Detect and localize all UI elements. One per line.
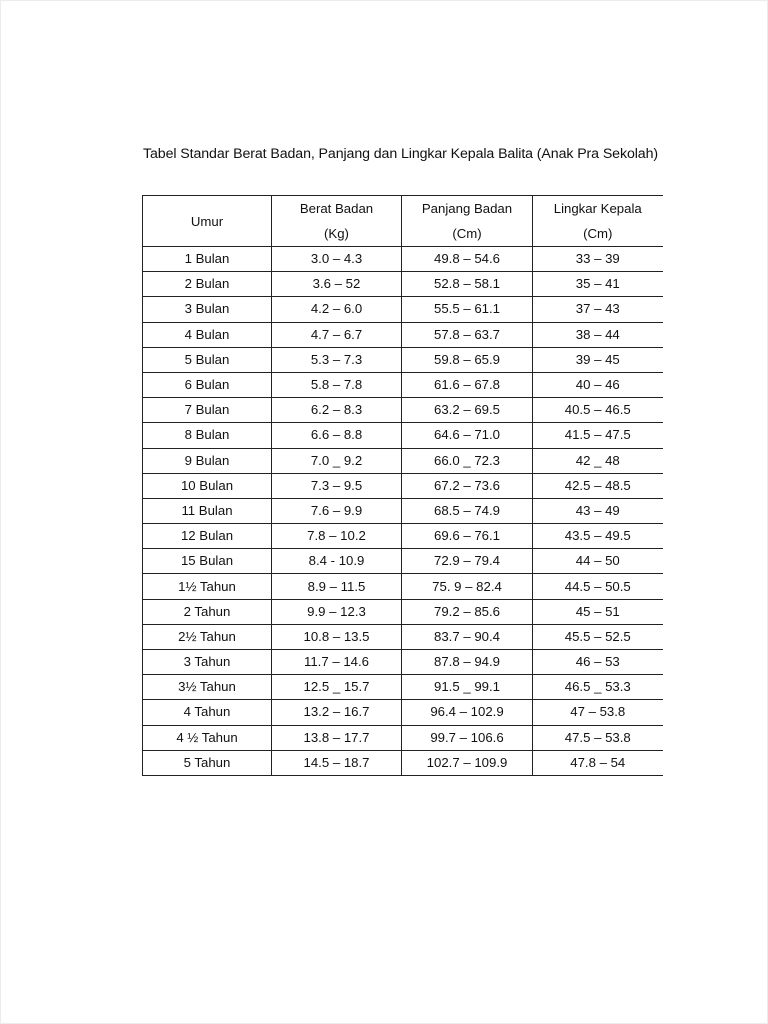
table-row — [143, 423, 663, 448]
cell-umur: 2½ Tahun — [143, 624, 272, 649]
cell-umur: 9 Bulan — [143, 448, 272, 473]
cell-umur: 5 Tahun — [143, 750, 272, 775]
table-row — [143, 322, 663, 347]
table-header — [143, 196, 663, 247]
cell-berat-badan: 14.5 – 18.7 — [272, 750, 402, 775]
header-panjang-badan — [402, 196, 533, 247]
cell-panjang-badan: 64.6 – 71.0 — [402, 423, 533, 448]
cell-panjang-badan: 72.9 – 79.4 — [402, 549, 533, 574]
cell-berat-badan: 7.3 – 9.5 — [272, 473, 402, 498]
table-row — [143, 398, 663, 423]
table-body — [143, 247, 663, 776]
header-lingkar-kepala-label: Lingkar Kepala — [553, 201, 642, 216]
cell-umur: 1 Bulan — [143, 247, 272, 272]
header-panjang-badan-label: Panjang Badan — [421, 201, 513, 216]
cell-umur: 6 Bulan — [143, 372, 272, 397]
table-row — [143, 297, 663, 322]
cell-berat-badan: 3.6 – 52 — [272, 272, 402, 297]
cell-lingkar-kepala: 39 – 45 — [533, 347, 663, 372]
table-row — [143, 574, 663, 599]
table-row — [143, 524, 663, 549]
cell-lingkar-kepala: 38 – 44 — [533, 322, 663, 347]
header-berat-badan-unit: (Kg) — [324, 226, 349, 241]
header-panjang-badan-unit: (Cm) — [452, 226, 482, 241]
header-berat-badan-label: Berat Badan — [299, 201, 374, 216]
cell-umur: 1½ Tahun — [143, 574, 272, 599]
cell-umur: 4 Bulan — [143, 322, 272, 347]
cell-lingkar-kepala: 44 – 50 — [533, 549, 663, 574]
cell-berat-badan: 5.8 – 7.8 — [272, 372, 402, 397]
cell-panjang-badan: 66.0 _ 72.3 — [402, 448, 533, 473]
cell-lingkar-kepala: 43 – 49 — [533, 498, 663, 523]
cell-lingkar-kepala: 44.5 – 50.5 — [533, 574, 663, 599]
cell-umur: 3½ Tahun — [143, 675, 272, 700]
table-row — [143, 650, 663, 675]
cell-panjang-badan: 55.5 – 61.1 — [402, 297, 533, 322]
cell-lingkar-kepala: 45 – 51 — [533, 599, 663, 624]
cell-lingkar-kepala: 45.5 – 52.5 — [533, 624, 663, 649]
cell-umur: 10 Bulan — [143, 473, 272, 498]
table-row — [143, 448, 663, 473]
table-row — [143, 549, 663, 574]
cell-panjang-badan: 75. 9 – 82.4 — [402, 574, 533, 599]
cell-panjang-badan: 57.8 – 63.7 — [402, 322, 533, 347]
table-row — [143, 473, 663, 498]
document-title: Tabel Standar Berat Badan, Panjang dan Lingkar Kepala Balita (Anak Pra Sekolah) — [143, 146, 659, 162]
cell-panjang-badan: 49.8 – 54.6 — [402, 247, 533, 272]
cell-umur: 2 Tahun — [143, 599, 272, 624]
cell-berat-badan: 10.8 – 13.5 — [272, 624, 402, 649]
cell-lingkar-kepala: 47 – 53.8 — [533, 700, 663, 725]
cell-lingkar-kepala: 46 – 53 — [533, 650, 663, 675]
cell-berat-badan: 8.4 - 10.9 — [272, 549, 402, 574]
cell-berat-badan: 4.2 – 6.0 — [272, 297, 402, 322]
cell-panjang-badan: 63.2 – 69.5 — [402, 398, 533, 423]
table-row — [143, 750, 663, 775]
cell-panjang-badan: 96.4 – 102.9 — [402, 700, 533, 725]
cell-umur: 7 Bulan — [143, 398, 272, 423]
cell-panjang-badan: 52.8 – 58.1 — [402, 272, 533, 297]
table-row — [143, 347, 663, 372]
cell-umur: 3 Tahun — [143, 650, 272, 675]
cell-lingkar-kepala: 42 _ 48 — [533, 448, 663, 473]
cell-berat-badan: 11.7 – 14.6 — [272, 650, 402, 675]
cell-lingkar-kepala: 33 – 39 — [533, 247, 663, 272]
cell-panjang-badan: 59.8 – 65.9 — [402, 347, 533, 372]
cell-lingkar-kepala: 35 – 41 — [533, 272, 663, 297]
growth-standard-table — [142, 195, 663, 776]
cell-panjang-badan: 79.2 – 85.6 — [402, 599, 533, 624]
table-row — [143, 247, 663, 272]
cell-panjang-badan: 68.5 – 74.9 — [402, 498, 533, 523]
table-row — [143, 624, 663, 649]
cell-umur: 4 ½ Tahun — [143, 725, 272, 750]
table-row — [143, 272, 663, 297]
cell-berat-badan: 6.2 – 8.3 — [272, 398, 402, 423]
header-lingkar-kepala — [533, 196, 663, 247]
cell-lingkar-kepala: 40.5 – 46.5 — [533, 398, 663, 423]
cell-berat-badan: 12.5 _ 15.7 — [272, 675, 402, 700]
table-row — [143, 498, 663, 523]
cell-lingkar-kepala: 43.5 – 49.5 — [533, 524, 663, 549]
cell-umur: 3 Bulan — [143, 297, 272, 322]
cell-panjang-badan: 61.6 – 67.8 — [402, 372, 533, 397]
table-row — [143, 675, 663, 700]
cell-panjang-badan: 102.7 – 109.9 — [402, 750, 533, 775]
cell-panjang-badan: 69.6 – 76.1 — [402, 524, 533, 549]
table-row — [143, 372, 663, 397]
cell-umur: 11 Bulan — [143, 498, 272, 523]
cell-panjang-badan: 67.2 – 73.6 — [402, 473, 533, 498]
cell-lingkar-kepala: 47.8 – 54 — [533, 750, 663, 775]
cell-lingkar-kepala: 40 – 46 — [533, 372, 663, 397]
cell-umur: 12 Bulan — [143, 524, 272, 549]
table-row — [143, 725, 663, 750]
header-umur — [143, 196, 272, 247]
cell-umur: 5 Bulan — [143, 347, 272, 372]
cell-panjang-badan: 83.7 – 90.4 — [402, 624, 533, 649]
table-row — [143, 599, 663, 624]
cell-panjang-badan: 99.7 – 106.6 — [402, 725, 533, 750]
cell-berat-badan: 9.9 – 12.3 — [272, 599, 402, 624]
cell-umur: 15 Bulan — [143, 549, 272, 574]
cell-berat-badan: 7.0 _ 9.2 — [272, 448, 402, 473]
cell-berat-badan: 7.6 – 9.9 — [272, 498, 402, 523]
cell-panjang-badan: 91.5 _ 99.1 — [402, 675, 533, 700]
cell-umur: 4 Tahun — [143, 700, 272, 725]
header-berat-badan — [272, 196, 402, 247]
table-row — [143, 700, 663, 725]
header-row — [143, 196, 663, 247]
cell-berat-badan: 3.0 – 4.3 — [272, 247, 402, 272]
cell-berat-badan: 13.8 – 17.7 — [272, 725, 402, 750]
cell-lingkar-kepala: 46.5 _ 53.3 — [533, 675, 663, 700]
cell-lingkar-kepala: 42.5 – 48.5 — [533, 473, 663, 498]
cell-berat-badan: 4.7 – 6.7 — [272, 322, 402, 347]
cell-berat-badan: 13.2 – 16.7 — [272, 700, 402, 725]
cell-berat-badan: 6.6 – 8.8 — [272, 423, 402, 448]
header-umur-label: Umur — [190, 213, 224, 229]
cell-lingkar-kepala: 41.5 – 47.5 — [533, 423, 663, 448]
cell-panjang-badan: 87.8 – 94.9 — [402, 650, 533, 675]
cell-lingkar-kepala: 37 – 43 — [533, 297, 663, 322]
cell-umur: 8 Bulan — [143, 423, 272, 448]
cell-berat-badan: 5.3 – 7.3 — [272, 347, 402, 372]
cell-lingkar-kepala: 47.5 – 53.8 — [533, 725, 663, 750]
cell-berat-badan: 8.9 – 11.5 — [272, 574, 402, 599]
header-lingkar-kepala-unit: (Cm) — [583, 226, 613, 241]
cell-umur: 2 Bulan — [143, 272, 272, 297]
cell-berat-badan: 7.8 – 10.2 — [272, 524, 402, 549]
